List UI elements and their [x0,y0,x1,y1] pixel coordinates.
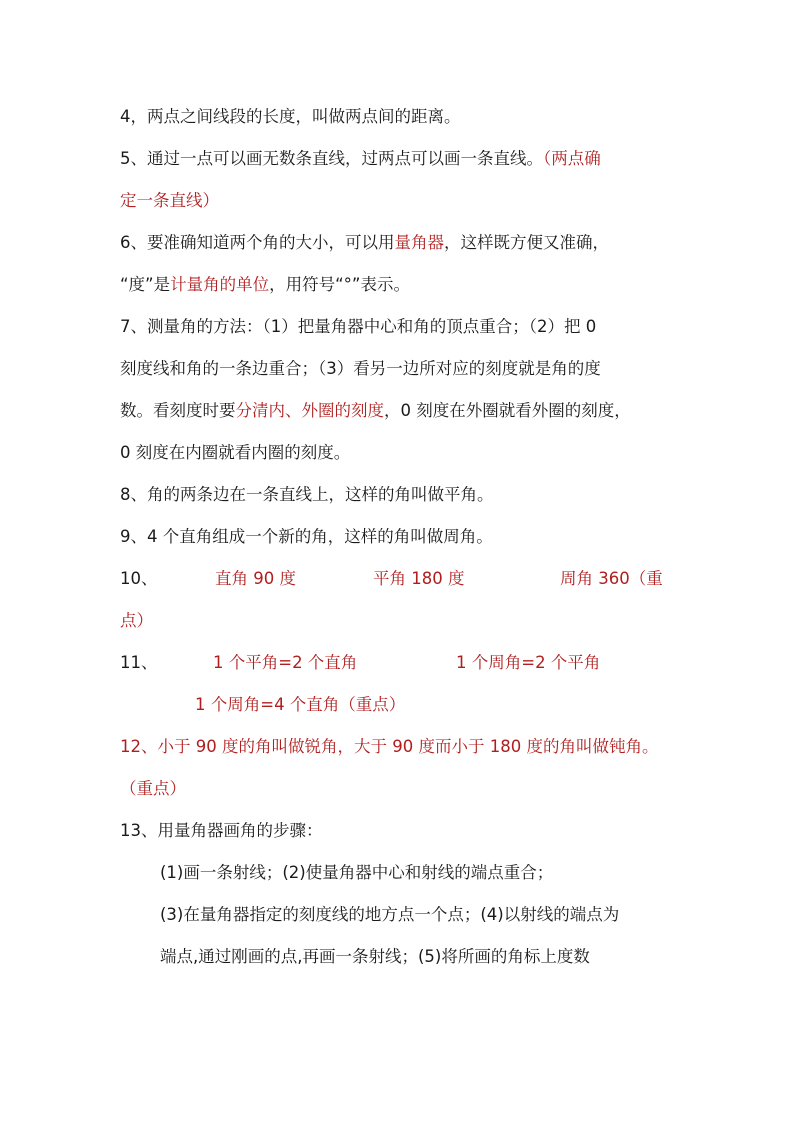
step-line-1: (1)画一条射线；(2)使量角器中心和射线的端点重合； [160,863,554,882]
item-11-relation-2: 1 个周角=2 个平角 [456,653,601,672]
item-5-highlight: （两点确 [543,149,601,168]
item-10-number: 10、 [120,569,158,588]
item-10-right-angle: 直角 90 度 [215,569,296,588]
item-13: 13、用量角器画角的步骤： [120,821,323,840]
item-10-straight-angle: 平角 180 度 [373,569,465,588]
step-line-3: 端点,通过刚画的点,再画一条射线；(5)将所画的角标上度数 [160,947,590,966]
item-11-relation-1: 1 个平角=2 个直角 [213,653,358,672]
item-5-line2: 定一条直线） [120,191,219,210]
step-line-2: (3)在量角器指定的刻度线的地方点一个点；(4)以射线的端点为 [160,905,620,924]
item-6-text-cont: ，这样既方便又准确， [444,233,609,252]
item-11-line1 [120,652,158,674]
item-12-line2: （重点） [120,779,186,798]
item-6-symbol: ，用符号“°”表示。 [269,275,410,294]
item-5-line1 [120,148,601,170]
item-7-line3 [120,400,631,422]
item-6-line1 [120,232,609,254]
item-8: 8、角的两条边在一条直线上，这样的角叫做平角。 [120,485,494,504]
item-6-protractor: 量角器 [394,233,444,252]
item-10-full-angle: 周角 360（重 [560,569,663,588]
item-7-line1: 7、测量角的方法：（1）把量角器中心和角的顶点重合；（2）把 0 [120,317,597,336]
item-7-line4: 0 刻度在内圈就看内圈的刻度。 [120,443,351,462]
item-7-line2: 刻度线和角的一条边重合；（3）看另一边所对应的刻度就是角的度 [120,359,601,378]
item-6-degree: “度”是 [120,275,171,294]
item-7-text-cont: ，0 刻度在外圈就看外圈的刻度， [384,401,631,420]
item-7-highlight: 分清内、外圈的刻度 [235,401,384,420]
item-11-relation-3: 1 个周角=4 个直角（重点） [195,695,406,714]
item-10-line1 [120,568,158,590]
item-12-line1: 12、小于 90 度的角叫做锐角，大于 90 度而小于 180 度的角叫做钝角。 [120,737,659,756]
item-6-text: 6、要准确知道两个角的大小，可以用 [120,233,395,252]
item-9: 9、4 个直角组成一个新的角，这样的角叫做周角。 [120,527,493,546]
item-7-text: 数。看刻度时要 [120,401,236,420]
item-5-text: 5、通过一点可以画无数条直线，过两点可以画一条直线。 [120,149,543,168]
item-10-line2: 点） [120,611,153,630]
item-4: 4，两点之间线段的长度，叫做两点间的距离。 [120,107,461,126]
item-6-line2 [120,274,410,296]
item-6-unit: 计量角的单位 [170,275,270,294]
item-11-number: 11、 [120,653,158,672]
